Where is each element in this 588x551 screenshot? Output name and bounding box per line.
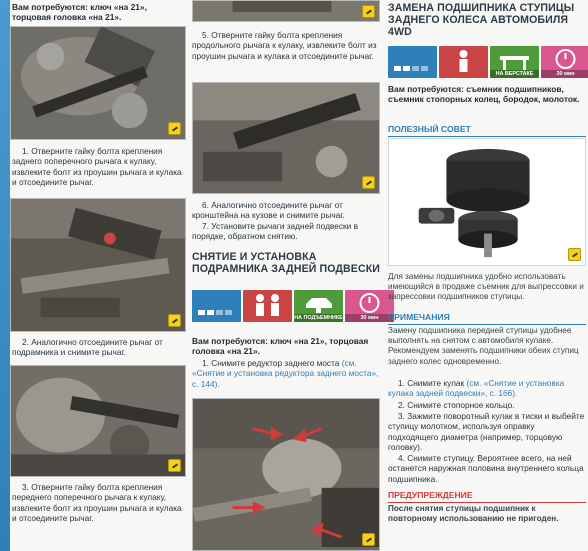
section-heading-bearing: ЗАМЕНА ПОДШИПНИКА СТУПИЦЫ ЗАДНЕГО КОЛЕСА АВТОМОБИЛЯ 4WD — [388, 2, 575, 38]
step-2-text: 2. Аналогично отсоедините рычаг от подрамника и снимите рычаг. — [12, 337, 163, 358]
icon-strip-bearing — [388, 46, 588, 78]
lift-icon — [294, 290, 343, 322]
tools-needed-bearing: Вам потребуются: съемник подшипников, съемник стопорных колец, бородок, молоток. — [388, 84, 580, 104]
warning-title: ПРЕДУПРЕЖДЕНИЕ — [388, 490, 586, 503]
difficulty-icon — [192, 290, 241, 322]
lift-label: НА ПОДЪЕМНИКЕ — [294, 315, 343, 321]
workbench-icon — [490, 46, 539, 78]
left-column — [10, 0, 188, 551]
bearing-step-1-text: 1. Снимите кулак — [398, 378, 465, 388]
wrench-badge-icon — [168, 314, 181, 327]
bearing-step-1 — [388, 378, 586, 399]
wrench-badge-icon — [168, 122, 181, 135]
bearing-step-4: 4. Снимите ступицу. Вероятнее всего, на ней останется наружная половина внутреннего кольца подшипника. — [388, 453, 584, 484]
photo-rear-lower-arm — [10, 26, 186, 140]
workbench-label: НА ВЕРСТАКЕ — [490, 70, 539, 78]
bearing-step-3: 3. Зажмите поворотный кулак в тиски и выбейте ступицу молотком, используя оправку подходящего диаметра (например, торцовую головку). — [388, 411, 585, 453]
photo-front-lower-arm — [10, 365, 186, 477]
wrench-badge-icon — [362, 533, 375, 546]
manual-page — [10, 0, 588, 551]
two-mechanics-icon — [243, 290, 292, 322]
bearing-step-2: 2. Снимите стопорное кольцо. — [398, 400, 515, 410]
wrench-badge-icon — [362, 5, 375, 18]
tools-needed-subframe: Вам потребуются: ключ «на 21», торцовая головка «на 21». — [192, 336, 369, 356]
step-3-text: 3. Отверните гайку болта крепления переднего поперечного рычага к кулаку, извлеките болт из проушин рычага и кулака и отсоедините рычаг. — [12, 482, 182, 524]
timer-label: 30 мин — [345, 314, 394, 322]
step-6-text: 6. Аналогично отсоедините рычаг от кронштейна на кузове и снимите рычаг. — [192, 200, 345, 221]
photo-subframe-arm — [10, 198, 186, 332]
wrench-badge-icon — [168, 459, 181, 472]
step-1-text: 1. Отверните гайку болта крепления заднего поперечного рычага к кулаку, извлеките болт из проушин рычага и кулака и отсоедините рычаг. — [12, 146, 182, 188]
advice-title: ПОЛЕЗНЫЙ СОВЕТ — [388, 124, 586, 137]
page-edge-stripe — [0, 0, 10, 551]
difficulty-icon — [388, 46, 437, 78]
subframe-step-1 — [192, 358, 380, 389]
middle-column — [192, 0, 382, 551]
advice-text: Для замены подшипника удобно использовать имеющийся в продаже съемник для выпрессовки и запрессовки подшипников ступицы. — [388, 272, 584, 302]
section-heading-subframe: СНЯТИЕ И УСТАНОВКА ПОДРАМНИКА ЗАДНЕЙ ПОДВЕСКИ — [192, 251, 381, 275]
wrench-badge-icon — [568, 248, 581, 261]
step-5-text: 5. Отверните гайку болта крепления продольного рычага к кулаку, извлеките болт из проушин рычага и кулака и отсоедините рычаг. — [192, 30, 377, 61]
photo-top-crop — [192, 0, 380, 22]
timer-label: 30 мин — [541, 70, 588, 78]
subframe-step-1-ref: (см. «Снятие и установка редуктора заднего моста», с. 144). — [192, 358, 379, 389]
timer-icon — [541, 46, 588, 78]
note-title: ПРИМЕЧАНИЯ — [388, 312, 586, 325]
step-7-text: 7. Установите рычаги задней подвески в порядке, обратном снятию. — [192, 221, 358, 242]
right-column — [386, 0, 588, 551]
tools-needed: Вам потребуются: ключ «на 21», торцовая головка «на 21». — [12, 2, 147, 22]
photo-trailing-arm — [192, 82, 380, 194]
icon-strip-subframe — [192, 290, 394, 322]
photo-bearing-puller — [388, 138, 586, 266]
photo-subframe-underbody — [192, 398, 380, 551]
subframe-step-1-text: 1. Снимите редуктор заднего моста — [202, 358, 340, 368]
bearing-step-1-ref: (см. «Снятие и установка кулака задней подвески», с. 166). — [388, 378, 565, 399]
wrench-badge-icon — [362, 176, 375, 189]
note-text: Замену подшипника передней ступицы удобнее выполнять на снятом с автомобиля кулаке. Рекомендуем заменять подшипники обеих ступиц заднего колес одновременно. — [388, 326, 579, 366]
mechanic-icon — [439, 46, 488, 78]
warning-text: После снятия ступицы подшипник к повторному использованию не пригоден. — [388, 504, 559, 524]
